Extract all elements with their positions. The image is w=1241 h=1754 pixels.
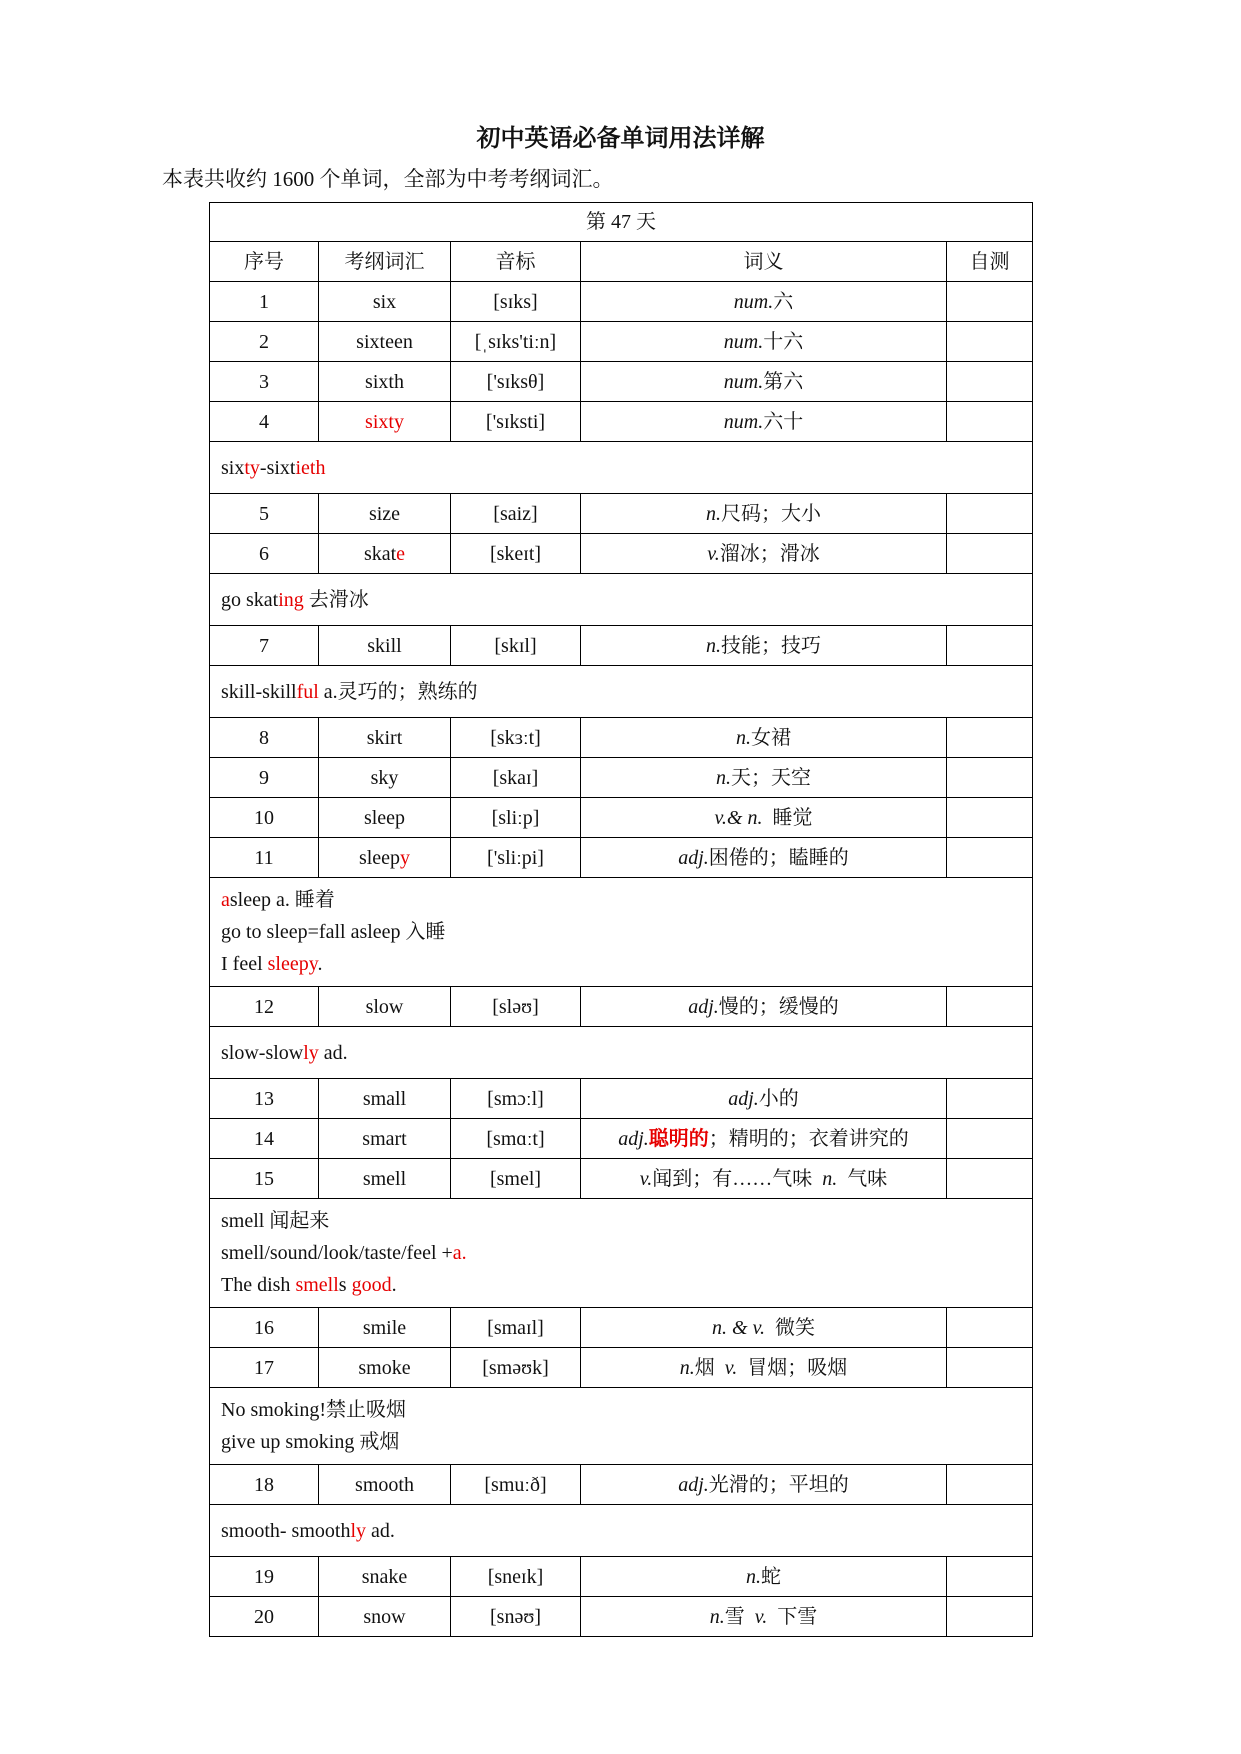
meaning-cell [581, 1557, 947, 1597]
row-number: 4 [210, 402, 319, 442]
table-row [210, 1079, 1033, 1119]
table-row [210, 1308, 1033, 1348]
meaning-cell [581, 1465, 947, 1505]
self-test-cell[interactable] [947, 534, 1033, 574]
phonetic-cell: [smaɪl] [451, 1308, 581, 1348]
note-row [210, 1505, 1033, 1557]
meaning-cell [581, 494, 947, 534]
phonetic-cell: [sləʊ] [451, 987, 581, 1027]
table-row [210, 718, 1033, 758]
word-cell: skate [319, 534, 451, 574]
meaning-cell [581, 1308, 947, 1348]
note-line: smell/sound/look/taste/feel +a. [221, 1242, 467, 1264]
usage-note: smooth- smoothly ad. [210, 1505, 1033, 1557]
part-of-speech: num. [723, 410, 764, 433]
note-row [210, 666, 1033, 718]
note-line: go to sleep=fall asleep 入睡 [221, 921, 446, 943]
note-line: No smoking!禁止吸烟 [221, 1399, 406, 1421]
word-cell: smell [319, 1159, 451, 1199]
phonetic-cell: [sɪks] [451, 282, 581, 322]
meaning-cell [581, 1119, 947, 1159]
page-title: 初中英语必备单词用法详解 [476, 126, 765, 152]
word-cell: snow [319, 1597, 451, 1637]
usage-note [210, 1199, 1033, 1308]
meaning-cell [581, 1159, 947, 1199]
row-number: 19 [210, 1557, 319, 1597]
definition: 技能；技巧 [721, 634, 821, 657]
definition: 六十 [763, 410, 804, 433]
day-row [210, 203, 1033, 242]
phonetic-cell: [skɪl] [451, 626, 581, 666]
table-row [210, 626, 1033, 666]
word-cell: smoke [319, 1348, 451, 1388]
word-cell: sixth [319, 362, 451, 402]
part-of-speech: n. [746, 1565, 761, 1588]
definition: 困倦的；瞌睡的 [708, 846, 849, 869]
phonetic-cell: [skaɪ] [451, 758, 581, 798]
part-of-speech: adj. [618, 1127, 649, 1150]
word-cell: smart [319, 1119, 451, 1159]
definition: 小的 [758, 1087, 799, 1110]
note-line: I feel sleepy. [221, 953, 323, 975]
definition: 六 [773, 290, 794, 313]
self-test-cell[interactable] [947, 402, 1033, 442]
meaning-cell [581, 626, 947, 666]
definition: 女裙 [751, 726, 791, 749]
meaning-cell [581, 402, 947, 442]
note-row [210, 442, 1033, 494]
note-line: smell 闻起来 [221, 1210, 330, 1232]
table-row [210, 758, 1033, 798]
header-phonetic: 音标 [451, 242, 581, 282]
table-row [210, 322, 1033, 362]
meaning-cell [581, 758, 947, 798]
word-cell: sleep [319, 798, 451, 838]
intro-text: 本表共收约 1600 个单词，全部为中考考纲词汇。 [162, 167, 614, 191]
part-of-speech: num. [723, 330, 764, 353]
self-test-cell[interactable] [947, 322, 1033, 362]
row-number: 10 [210, 798, 319, 838]
table-row [210, 402, 1033, 442]
table-row [210, 1465, 1033, 1505]
part-of-speech: n. [709, 1605, 725, 1628]
part-of-speech: n. [822, 1167, 838, 1190]
word-cell: small [319, 1079, 451, 1119]
part-of-speech: n. [736, 726, 751, 749]
usage-note [210, 1388, 1033, 1465]
definition: 闻到；有……气味 [652, 1167, 813, 1190]
row-number: 8 [210, 718, 319, 758]
note-row [210, 1027, 1033, 1079]
usage-note [210, 878, 1033, 987]
self-test-cell[interactable] [947, 362, 1033, 402]
definition: 溜冰；滑冰 [719, 542, 820, 565]
self-test-cell[interactable] [947, 1119, 1033, 1159]
part-of-speech: v.& n. [714, 806, 763, 829]
row-number: 14 [210, 1119, 319, 1159]
phonetic-cell: [smuːð] [451, 1465, 581, 1505]
part-of-speech: num. [733, 290, 774, 313]
day-label: 第 47 天 [210, 203, 1033, 242]
phonetic-cell: [saiz] [451, 494, 581, 534]
definition: 光滑的；平坦的 [708, 1473, 849, 1496]
note-row [210, 1388, 1033, 1465]
part-of-speech: n. & v. [712, 1316, 765, 1339]
table-row [210, 798, 1033, 838]
part-of-speech: adj. [728, 1087, 759, 1110]
part-of-speech: n. [706, 634, 721, 657]
definition: 慢的；缓慢的 [718, 995, 839, 1018]
definition: 烟 [694, 1356, 715, 1379]
word-cell: size [319, 494, 451, 534]
phonetic-cell: ['sɪksθ] [451, 362, 581, 402]
row-number: 9 [210, 758, 319, 798]
word-cell: smooth [319, 1465, 451, 1505]
definition: 十六 [763, 330, 804, 353]
word-cell: snake [319, 1557, 451, 1597]
header-row [210, 242, 1033, 282]
note-line: The dish smells good. [221, 1274, 397, 1296]
phonetic-cell: [smɔːl] [451, 1079, 581, 1119]
part-of-speech: num. [723, 370, 764, 393]
word-cell: sixteen [319, 322, 451, 362]
row-number: 7 [210, 626, 319, 666]
row-number: 15 [210, 1159, 319, 1199]
word-cell: slow [319, 987, 451, 1027]
self-test-cell[interactable] [947, 626, 1033, 666]
vocabulary-table [209, 202, 1033, 1637]
part-of-speech: adj. [688, 995, 719, 1018]
row-number: 12 [210, 987, 319, 1027]
self-test-cell[interactable] [947, 494, 1033, 534]
part-of-speech: v. [754, 1605, 768, 1628]
part-of-speech: n. [706, 502, 721, 525]
word-cell: skill [319, 626, 451, 666]
word-cell: smile [319, 1308, 451, 1348]
phonetic-cell: [sliːp] [451, 798, 581, 838]
phonetic-cell: [sneɪk] [451, 1557, 581, 1597]
self-test-cell[interactable] [947, 1597, 1033, 1637]
definition: 微笑 [774, 1316, 815, 1339]
meaning-cell [581, 798, 947, 838]
table-row [210, 1557, 1033, 1597]
definition: 气味 [847, 1167, 888, 1190]
row-number: 16 [210, 1308, 319, 1348]
note-row [210, 574, 1033, 626]
row-number: 1 [210, 282, 319, 322]
meaning-cell [581, 838, 947, 878]
word-cell: skirt [319, 718, 451, 758]
definition-highlight: 聪明的 [648, 1127, 709, 1150]
definition: 冒烟；吸烟 [747, 1356, 848, 1379]
table-row [210, 987, 1033, 1027]
meaning-cell [581, 718, 947, 758]
self-test-cell[interactable] [947, 798, 1033, 838]
self-test-cell[interactable] [947, 1159, 1033, 1199]
meaning-cell [581, 362, 947, 402]
meaning-cell [581, 282, 947, 322]
row-number: 20 [210, 1597, 319, 1637]
self-test-cell[interactable] [947, 758, 1033, 798]
usage-note: sixty-sixtieth [210, 442, 1033, 494]
row-number: 11 [210, 838, 319, 878]
table-row [210, 1119, 1033, 1159]
phonetic-cell: ['sɪksti] [451, 402, 581, 442]
phonetic-cell: [sməʊk] [451, 1348, 581, 1388]
self-test-cell[interactable] [947, 718, 1033, 758]
word-cell: six [319, 282, 451, 322]
row-number: 6 [210, 534, 319, 574]
part-of-speech: adj. [678, 846, 709, 869]
meaning-cell [581, 1597, 947, 1637]
definition: 睡觉 [772, 806, 813, 829]
table-row [210, 534, 1033, 574]
phonetic-cell: [smel] [451, 1159, 581, 1199]
word-cell: sleepy [319, 838, 451, 878]
row-number: 2 [210, 322, 319, 362]
phonetic-cell: [snəʊ] [451, 1597, 581, 1637]
meaning-cell [581, 1079, 947, 1119]
table-row [210, 1348, 1033, 1388]
note-row [210, 878, 1033, 987]
part-of-speech: v. [707, 542, 720, 565]
part-of-speech: n. [679, 1356, 695, 1379]
meaning-cell [581, 322, 947, 362]
phonetic-cell: [skeɪt] [451, 534, 581, 574]
usage-note: skill-skillful a.灵巧的；熟练的 [210, 666, 1033, 718]
meaning-cell [581, 534, 947, 574]
phonetic-cell: [skɜːt] [451, 718, 581, 758]
definition: 第六 [763, 370, 804, 393]
header-no: 序号 [210, 242, 319, 282]
self-test-cell[interactable] [947, 1308, 1033, 1348]
header-meaning: 词义 [581, 242, 947, 282]
row-number: 5 [210, 494, 319, 534]
self-test-cell[interactable] [947, 838, 1033, 878]
usage-note: go skating 去滑冰 [210, 574, 1033, 626]
note-line: give up smoking 戒烟 [221, 1431, 400, 1453]
definition: 下雪 [777, 1605, 818, 1628]
row-number: 13 [210, 1079, 319, 1119]
self-test-cell[interactable] [947, 1348, 1033, 1388]
word-cell: sixty [319, 402, 451, 442]
definition: ；精明的；衣着讲究的 [708, 1127, 909, 1150]
table-row [210, 362, 1033, 402]
usage-note: slow-slowly ad. [210, 1027, 1033, 1079]
definition: 雪 [724, 1605, 745, 1628]
table-row [210, 494, 1033, 534]
header-word: 考纲词汇 [319, 242, 451, 282]
definition: 蛇 [761, 1565, 781, 1588]
table-row [210, 1597, 1033, 1637]
meaning-cell [581, 1348, 947, 1388]
note-line: asleep a. 睡着 [221, 889, 335, 911]
row-number: 17 [210, 1348, 319, 1388]
table-row [210, 1159, 1033, 1199]
table-row [210, 282, 1033, 322]
note-row [210, 1199, 1033, 1308]
self-test-cell[interactable] [947, 282, 1033, 322]
definition: 天；天空 [731, 766, 811, 789]
row-number: 18 [210, 1465, 319, 1505]
self-test-cell[interactable] [947, 1079, 1033, 1119]
table-row [210, 838, 1033, 878]
row-number: 3 [210, 362, 319, 402]
phonetic-cell: [smɑːt] [451, 1119, 581, 1159]
self-test-cell[interactable] [947, 1465, 1033, 1505]
phonetic-cell: [ˌsɪks'tiːn] [451, 322, 581, 362]
meaning-cell [581, 987, 947, 1027]
self-test-cell[interactable] [947, 1557, 1033, 1597]
part-of-speech: adj. [678, 1473, 709, 1496]
self-test-cell[interactable] [947, 987, 1033, 1027]
definition: 尺码；大小 [721, 502, 821, 525]
phonetic-cell: ['sliːpi] [451, 838, 581, 878]
part-of-speech: v. [724, 1356, 738, 1379]
part-of-speech: n. [716, 766, 731, 789]
word-cell: sky [319, 758, 451, 798]
header-self-test: 自测 [947, 242, 1033, 282]
part-of-speech: v. [639, 1167, 653, 1190]
